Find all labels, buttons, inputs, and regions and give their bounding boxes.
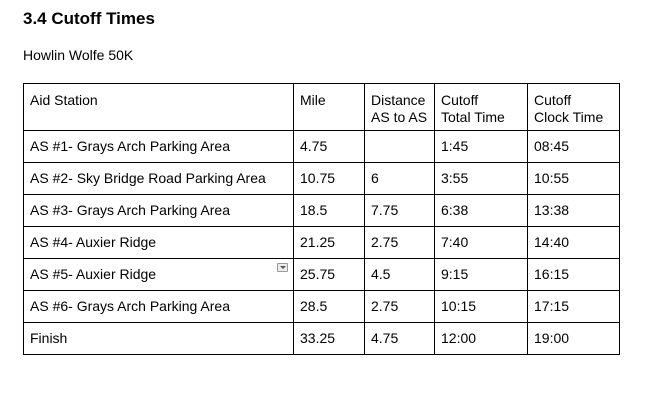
race-name: Howlin Wolfe 50K [23, 47, 134, 63]
cutoff-times-table [23, 83, 620, 355]
cell-aid-station [24, 259, 294, 291]
cell-cutoff-clock: 16:15 [528, 259, 620, 291]
header-distance [365, 84, 435, 131]
cell-aid-station: AS #4- Auxier Ridge [24, 227, 294, 259]
cell-cutoff-total: 12:00 [435, 323, 528, 355]
header-cutoff-total-time [435, 84, 528, 131]
cell-mile: 33.25 [294, 323, 365, 355]
cell-cutoff-clock: 08:45 [528, 131, 620, 163]
chevron-down-icon[interactable] [277, 263, 288, 272]
cell-cutoff-clock: 13:38 [528, 195, 620, 227]
cell-mile: 18.5 [294, 195, 365, 227]
section-title: 3.4 Cutoff Times [23, 9, 155, 28]
header-aid-station-line: Aid Station [30, 92, 98, 108]
cell-mile: 28.5 [294, 291, 365, 323]
cell-cutoff-total: 3:55 [435, 163, 528, 195]
cell-cutoff-total: 6:38 [435, 195, 528, 227]
cell-aid-station: Finish [24, 323, 294, 355]
cell-aid-station-text: AS #5- Auxier Ridge [30, 266, 157, 282]
header-cutoff-clock-time [528, 84, 620, 131]
cell-cutoff-clock: 14:40 [528, 227, 620, 259]
table-row [24, 323, 620, 355]
cell-mile: 25.75 [294, 259, 365, 291]
table-row [24, 131, 620, 163]
table-header-row [24, 84, 620, 131]
cell-distance: 2.75 [365, 291, 435, 323]
header-distance-line-2: AS to AS [371, 109, 428, 125]
cell-mile: 10.75 [294, 163, 365, 195]
cell-distance [365, 131, 435, 163]
cell-cutoff-total: 9:15 [435, 259, 528, 291]
header-cutoff-total-line-2: Total Time [441, 109, 505, 125]
header-cutoff-clock-line-2: Clock Time [534, 109, 604, 125]
cell-mile: 4.75 [294, 131, 365, 163]
table-row [24, 163, 620, 195]
cell-distance: 4.5 [365, 259, 435, 291]
cell-cutoff-clock: 17:15 [528, 291, 620, 323]
table-row [24, 195, 620, 227]
header-cutoff-clock-line-1: Cutoff [534, 92, 572, 108]
cell-aid-station: AS #1- Grays Arch Parking Area [24, 131, 294, 163]
table-row [24, 259, 620, 291]
cell-aid-station: AS #2- Sky Bridge Road Parking Area [24, 163, 294, 195]
header-aid-station [24, 84, 294, 131]
cell-cutoff-clock: 10:55 [528, 163, 620, 195]
cell-cutoff-total: 7:40 [435, 227, 528, 259]
cell-distance: 7.75 [365, 195, 435, 227]
cell-cutoff-total: 1:45 [435, 131, 528, 163]
cell-cutoff-clock: 19:00 [528, 323, 620, 355]
header-cutoff-total-line-1: Cutoff [441, 92, 479, 108]
cell-aid-station: AS #6- Grays Arch Parking Area [24, 291, 294, 323]
cell-distance: 2.75 [365, 227, 435, 259]
header-mile-line: Mile [300, 92, 326, 108]
table-row [24, 291, 620, 323]
header-distance-line-1: Distance [371, 92, 426, 108]
cell-distance: 4.75 [365, 323, 435, 355]
cell-cutoff-total: 10:15 [435, 291, 528, 323]
cell-mile: 21.25 [294, 227, 365, 259]
header-mile [294, 84, 365, 131]
cell-aid-station: AS #3- Grays Arch Parking Area [24, 195, 294, 227]
table-row [24, 227, 620, 259]
cell-distance: 6 [365, 163, 435, 195]
